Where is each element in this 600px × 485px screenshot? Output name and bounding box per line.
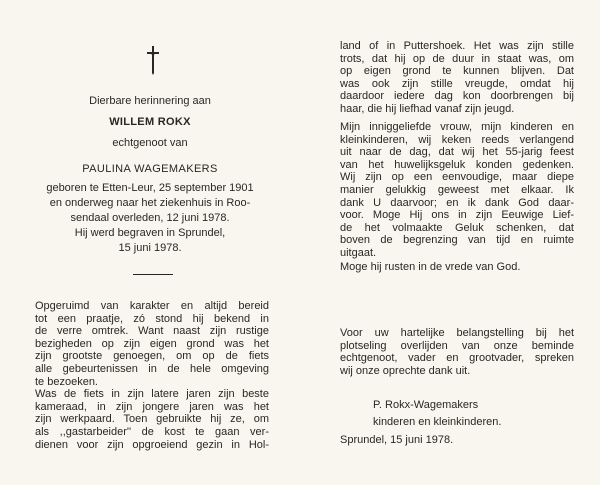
text-line: de verre omtrek. Want naast zijn rustige xyxy=(35,325,269,338)
prayer-line: Moge hij rusten in de vrede van God. xyxy=(340,261,521,273)
text-line: bezigheden op zijn eigen grond was het xyxy=(35,337,269,350)
spouse-label: echtgenoot van xyxy=(112,137,188,149)
intro-text: Dierbare herinnering aan xyxy=(89,95,211,107)
detail-line: en onderweg naar het ziekenhuis in Roo- xyxy=(49,197,251,209)
text-line: alle gebeurtenissen in de hele omgeving xyxy=(35,362,269,375)
text-line: Mijn inniggeliefde vrouw, mijn kinderen en xyxy=(340,121,574,133)
text-line: zijn werkpaard. Toen gebruikte hij ze, om xyxy=(35,413,269,426)
right-panel xyxy=(300,0,600,485)
text-line: wij onze oprechte dank uit. xyxy=(340,364,471,377)
signature-name: P. Rokx-Wagemakers xyxy=(373,399,479,411)
text-line: dienen voor zijn opgroeiend gezin in Hol- xyxy=(35,438,269,451)
text-line: als ,,gastarbeider'' de kost te gaan ver- xyxy=(35,425,269,438)
text-line: Voor uw hartelijke belangstelling bij het xyxy=(340,327,574,339)
text-line: de het volmaakte Geluk schenken, dat xyxy=(340,221,574,234)
text-line: daardoor iedere dag kon doorbrengen bij xyxy=(340,90,574,103)
text-line: Wij zijn op een eenvoudige, maar diepe xyxy=(340,171,574,184)
text-line: van het huwelijksgeluk konden gedenken. xyxy=(340,158,574,171)
text-line: te bezoeken. xyxy=(35,375,98,388)
biography-text xyxy=(35,300,269,451)
text-line: voor. Moge Hij ons in zijn Eeuwige Lief- xyxy=(340,209,574,222)
text-line: manier gelukkig geweest met elkaar. Ik xyxy=(340,183,574,196)
text-line: boven de begrenzing van tijd en ruimte xyxy=(340,234,574,247)
detail-line: geboren te Etten-Leur, 25 september 1901 xyxy=(46,182,254,194)
deceased-name: WILLEM ROKX xyxy=(109,116,191,128)
detail-line: Hij werd begraven in Sprundel, xyxy=(74,227,226,239)
place-date: Sprundel, 15 juni 1978. xyxy=(340,434,454,446)
text-line: Opgeruimd van karakter en altijd bereid xyxy=(35,300,269,312)
text-line: tot een praatje, zó stond hij bekend in xyxy=(35,312,269,325)
text-line: kameraad, in zijn jongere jaren was het xyxy=(35,400,269,413)
text-line: uit naar de dag, dat wij het 55-jarig feest xyxy=(340,146,574,159)
text-line: op eigen grond te kunnen blijven. Dat xyxy=(340,65,574,78)
text-line: haar, die hij liefhad vanaf zijn jeugd. xyxy=(340,102,515,115)
cross-icon xyxy=(145,45,161,75)
text-line: kleinkinderen, wij keken reeds verlangend xyxy=(340,133,574,146)
text-line: trots, dat hij op de duur in staat was, om xyxy=(340,52,574,65)
text-line: echtgenoot, vader en grootvader, spreken xyxy=(340,352,574,365)
text-line: dank U daarvoor; en ik dank God daar- xyxy=(340,196,574,209)
divider xyxy=(133,274,173,275)
text-line: was ook zijn stille vreugde, omdat hij xyxy=(340,77,574,90)
text-line: plotseling overlijden van onze beminde xyxy=(340,339,574,352)
thanks-message xyxy=(340,327,574,377)
signature-family: kinderen en kleinkinderen. xyxy=(373,416,502,428)
text-line: land of in Puttershoek. Het was zijn stille xyxy=(340,40,574,52)
text-line: Was de fiets in zijn latere jaren zijn beste xyxy=(35,388,269,401)
life-details xyxy=(0,181,300,256)
spouse-name: PAULINA WAGEMAKERS xyxy=(82,163,218,175)
text-line: uitgaat. xyxy=(340,246,377,259)
detail-line: sendaal overleden, 12 juni 1978. xyxy=(70,212,230,224)
detail-line: 15 juni 1978. xyxy=(118,242,182,254)
farewell-message xyxy=(340,121,574,260)
text-line: zijn grootste genoegen, om op de fiets xyxy=(35,350,269,363)
biography-continued xyxy=(340,40,574,116)
